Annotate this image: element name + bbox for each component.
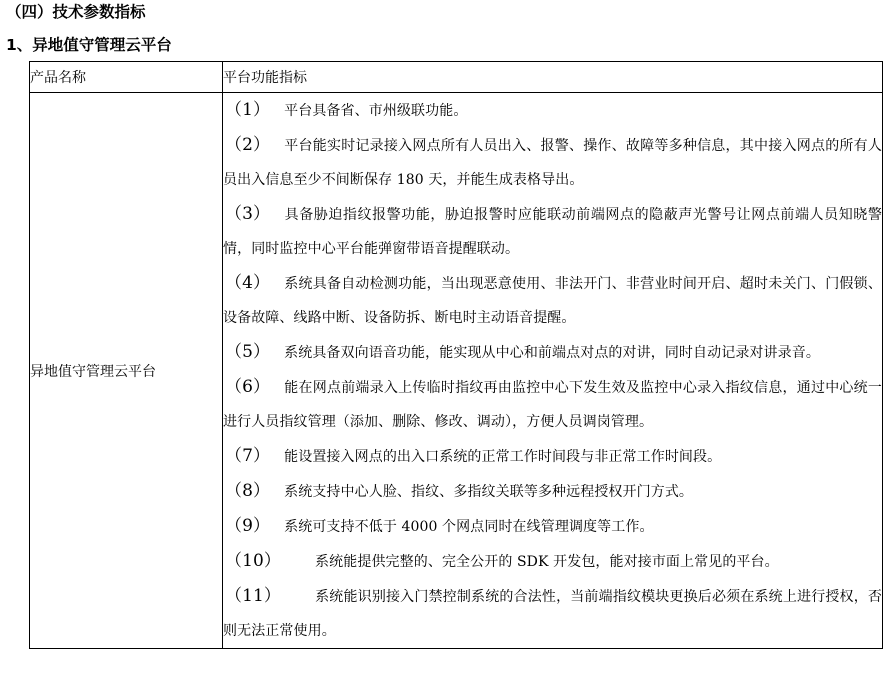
spec-item (223, 509, 882, 544)
spec-item-number: （10） (225, 551, 282, 571)
spec-item-number: （2） (225, 135, 271, 155)
spec-item-number: （7） (225, 446, 271, 466)
spec-item (223, 544, 882, 579)
spec-item (223, 579, 882, 648)
spec-item-text: 系统支持中心人脸、指纹、多指纹关联等多种远程授权开门方式。 (284, 484, 694, 500)
spec-item-number: （4） (225, 273, 271, 293)
spec-item (223, 335, 882, 370)
subsection-title: 1、异地值守管理云平台 (6, 36, 172, 54)
spec-item-number: （8） (225, 481, 271, 501)
spec-item-number: （5） (225, 342, 271, 362)
spec-item-text: 系统能提供完整的、完全公开的 SDK 开发包，能对接市面上常见的平台。 (315, 554, 779, 570)
spec-item-number: （1） (225, 100, 271, 120)
spec-item (223, 128, 882, 197)
spec-item-text: 能在网点前端录入上传临时指纹再由监控中心下发生效及监控中心录入指纹信息，通过中心统一进行人员指纹管理（添加、删除、修改、调动），方便人员调岗管理。 (223, 380, 882, 430)
spec-table (29, 61, 883, 649)
spec-item (223, 370, 882, 439)
spec-item-text: 系统可支持不低于 4000 个网点同时在线管理调度等工作。 (284, 519, 654, 535)
section-title: （四）技术参数指标 (6, 3, 146, 21)
header-function-spec: 平台功能指标 (223, 62, 883, 93)
spec-item-text: 系统具备自动检测功能，当出现恶意使用、非法开门、非营业时间开启、超时未关门、门假锁、设备故障、线路中断、设备防拆、断电时主动语音提醒。 (223, 276, 882, 326)
table-row (30, 93, 883, 649)
spec-item-number: （6） (225, 377, 271, 397)
product-name-cell: 异地值守管理云平台 (30, 93, 223, 649)
spec-item-text: 平台能实时记录接入网点所有人员出入、报警、操作、故障等多种信息，其中接入网点的所有人员出入信息至少不间断保存 180 天，并能生成表格导出。 (223, 138, 882, 188)
header-product-name: 产品名称 (30, 62, 223, 93)
spec-item-text: 系统能识别接入门禁控制系统的合法性，当前端指纹模块更换后必须在系统上进行授权，否则无法正常使用。 (223, 589, 882, 639)
spec-item-text: 系统具备双向语音功能，能实现从中心和前端点对点的对讲，同时自动记录对讲录音。 (284, 345, 820, 361)
spec-item-text: 平台具备省、市州级联功能。 (284, 103, 468, 119)
spec-item (223, 93, 882, 128)
spec-item (223, 266, 882, 335)
spec-item-number: （9） (225, 516, 271, 536)
spec-item-text: 能设置接入网点的出入口系统的正常工作时间段与非正常工作时间段。 (284, 449, 722, 465)
spec-item (223, 439, 882, 474)
table-header-row (30, 62, 883, 93)
spec-items-cell (223, 93, 883, 649)
spec-item-number: （3） (225, 204, 271, 224)
spec-item (223, 197, 882, 266)
spec-item-number: （11） (225, 586, 282, 606)
spec-item (223, 474, 882, 509)
spec-item-text: 具备胁迫指纹报警功能，胁迫报警时应能联动前端网点的隐蔽声光警号让网点前端人员知晓警情，同时监控中心平台能弹窗带语音提醒联动。 (223, 207, 882, 257)
